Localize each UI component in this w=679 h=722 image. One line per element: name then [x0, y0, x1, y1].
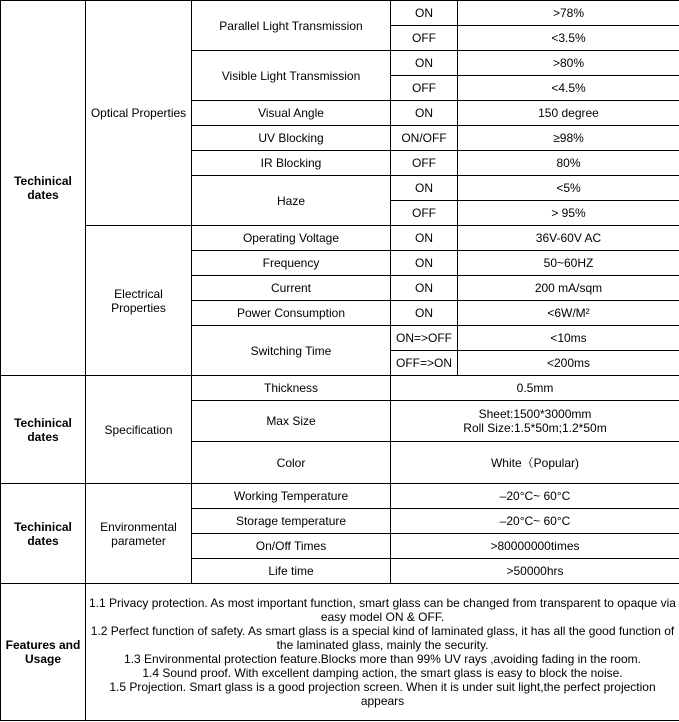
section-label-features: Features and Usage: [1, 584, 86, 721]
param-label: Visible Light Transmission: [192, 51, 391, 101]
features-text: [86, 584, 679, 721]
feature-item: 1.2 Perfect function of safety. As smart glass is a special kind of laminated glass, it has all the good function of the laminated glass, mainly the security.: [90, 624, 675, 652]
state-cell: OFF: [391, 26, 458, 51]
section-label-technical: Techinical dates: [1, 1, 86, 376]
section-label-technical: Techinical dates: [1, 376, 86, 484]
value-cell: > 95%: [458, 201, 679, 226]
table-row: [1, 1, 679, 26]
value-cell: –20°C~ 60°C: [391, 509, 679, 534]
max-size-roll: Roll Size:1.5*50m;1.2*50m: [463, 421, 607, 435]
param-label: Thickness: [192, 376, 391, 401]
state-cell: ON=>OFF: [391, 326, 458, 351]
state-cell: ON: [391, 226, 458, 251]
table-row: [1, 484, 679, 509]
param-label: Max Size: [192, 401, 391, 442]
section-label-technical: Techinical dates: [1, 484, 86, 584]
feature-item: 1.4 Sound proof. With excellent damping action, the smart glass is easy to block the noise.: [142, 666, 623, 680]
value-cell: >80000000times: [391, 534, 679, 559]
state-cell: ON: [391, 176, 458, 201]
table-row: [1, 376, 679, 401]
value-cell: White（Popular): [391, 442, 679, 484]
feature-item: 1.1 Privacy protection. As most important function, smart glass can be changed from transparent to opaque via easy model ON & OFF.: [89, 596, 676, 624]
param-label: Color: [192, 442, 391, 484]
value-cell: <5%: [458, 176, 679, 201]
value-cell: <200ms: [458, 351, 679, 376]
param-label: Visual Angle: [192, 101, 391, 126]
state-cell: ON/OFF: [391, 126, 458, 151]
param-label: Life time: [192, 559, 391, 584]
value-cell: ≥98%: [458, 126, 679, 151]
value-cell: >50000hrs: [391, 559, 679, 584]
value-cell: 36V-60V AC: [458, 226, 679, 251]
state-cell: ON: [391, 51, 458, 76]
feature-item: 1.5 Projection. Smart glass is a good projection screen. When it is under suit light,the perfect projection appears: [109, 680, 656, 708]
param-label: Operating Voltage: [192, 226, 391, 251]
table-row: [1, 226, 679, 251]
state-cell: OFF=>ON: [391, 351, 458, 376]
state-cell: ON: [391, 276, 458, 301]
group-label-optical: Optical Properties: [86, 1, 192, 226]
state-cell: ON: [391, 101, 458, 126]
value-cell: >78%: [458, 1, 679, 26]
value-cell: [391, 401, 679, 442]
param-label: UV Blocking: [192, 126, 391, 151]
param-label: Current: [192, 276, 391, 301]
value-cell: <10ms: [458, 326, 679, 351]
param-label: Parallel Light Transmission: [192, 1, 391, 51]
value-cell: <4.5%: [458, 76, 679, 101]
group-label-environmental: Environmental parameter: [86, 484, 192, 584]
param-label: Switching Time: [192, 326, 391, 376]
value-cell: <3.5%: [458, 26, 679, 51]
max-size-sheet: Sheet:1500*3000mm: [478, 407, 592, 421]
param-label: Haze: [192, 176, 391, 226]
value-cell: –20°C~ 60°C: [391, 484, 679, 509]
param-label: On/Off Times: [192, 534, 391, 559]
param-label: Working Temperature: [192, 484, 391, 509]
feature-item: 1.3 Environmental protection feature.Blocks more than 99% UV rays ,avoiding fading in the room.: [124, 652, 641, 666]
value-cell: 200 mA/sqm: [458, 276, 679, 301]
param-label: Power Consumption: [192, 301, 391, 326]
state-cell: OFF: [391, 76, 458, 101]
value-cell: 0.5mm: [391, 376, 679, 401]
state-cell: OFF: [391, 151, 458, 176]
value-cell: >80%: [458, 51, 679, 76]
value-cell: 80%: [458, 151, 679, 176]
param-label: Storage temperature: [192, 509, 391, 534]
state-cell: ON: [391, 301, 458, 326]
state-cell: ON: [391, 251, 458, 276]
value-cell: 150 degree: [458, 101, 679, 126]
state-cell: ON: [391, 1, 458, 26]
param-label: IR Blocking: [192, 151, 391, 176]
value-cell: 50~60HZ: [458, 251, 679, 276]
value-cell: <6W/M²: [458, 301, 679, 326]
state-cell: OFF: [391, 201, 458, 226]
group-label-electrical: Electrical Properties: [86, 226, 192, 376]
param-label: Frequency: [192, 251, 391, 276]
group-label-specification: Specification: [86, 376, 192, 484]
table-row: [1, 584, 679, 721]
